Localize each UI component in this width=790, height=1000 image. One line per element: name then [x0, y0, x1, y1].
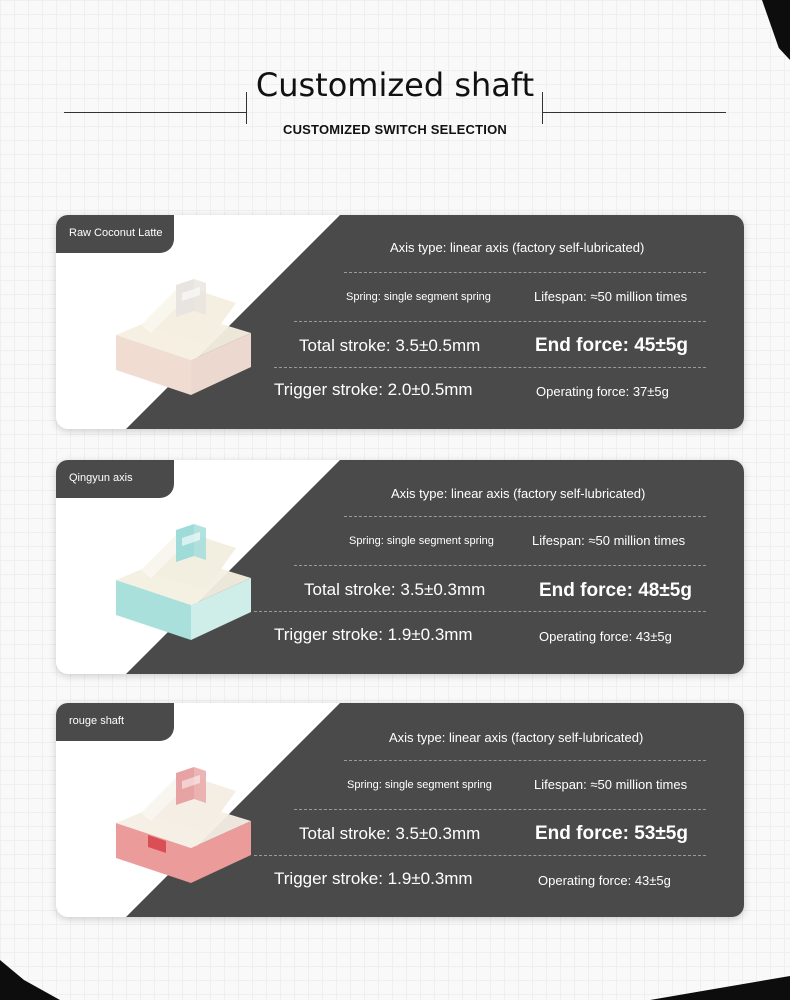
divider — [254, 611, 706, 612]
trigger-stroke-text: Trigger stroke: 1.9±0.3mm — [274, 625, 473, 644]
divider — [344, 516, 706, 517]
end-force-text: End force: 45±5g — [535, 335, 688, 356]
divider — [344, 760, 706, 761]
switch-image — [96, 500, 266, 650]
trigger-stroke-text: Trigger stroke: 1.9±0.3mm — [274, 869, 473, 888]
switch-image — [96, 743, 266, 893]
end-force-text: End force: 48±5g — [539, 580, 692, 601]
divider — [254, 855, 706, 856]
spring-text: Spring: single segment spring — [346, 291, 491, 303]
card-name-tab: rouge shaft — [56, 703, 174, 741]
switch-card[interactable] — [56, 460, 744, 674]
card-name-tab: Raw Coconut Latte — [56, 215, 174, 253]
total-stroke-text: Total stroke: 3.5±0.3mm — [304, 580, 486, 599]
page-title: Customized shaft — [255, 66, 535, 104]
divider — [344, 272, 706, 273]
switch-card[interactable] — [56, 215, 744, 429]
switch-card[interactable] — [56, 703, 744, 917]
spring-text: Spring: single segment spring — [349, 535, 494, 547]
divider — [274, 367, 706, 368]
operating-force-text: Operating force: 37±5g — [536, 384, 669, 399]
total-stroke-text: Total stroke: 3.5±0.5mm — [299, 336, 481, 355]
divider — [294, 809, 706, 810]
page-subtitle: CUSTOMIZED SWITCH SELECTION — [283, 122, 507, 137]
axis-type-text: Axis type: linear axis (factory self-lubricated) — [390, 240, 645, 255]
axis-type-text: Axis type: linear axis (factory self-lubricated) — [389, 730, 644, 745]
divider — [294, 565, 706, 566]
spring-text: Spring: single segment spring — [347, 779, 492, 791]
divider — [294, 321, 706, 322]
total-stroke-text: Total stroke: 3.5±0.3mm — [299, 824, 481, 843]
trigger-stroke-text: Trigger stroke: 2.0±0.5mm — [274, 380, 473, 399]
header-rule-right — [542, 112, 726, 113]
operating-force-text: Operating force: 43±5g — [538, 873, 671, 888]
card-name-tab: Qingyun axis — [56, 460, 174, 498]
lifespan-text: Lifespan: ≈50 million times — [534, 289, 688, 304]
end-force-text: End force: 53±5g — [535, 823, 688, 844]
header-rule-left — [64, 112, 246, 113]
operating-force-text: Operating force: 43±5g — [539, 629, 672, 644]
switch-image — [96, 255, 266, 405]
lifespan-text: Lifespan: ≈50 million times — [532, 533, 686, 548]
axis-type-text: Axis type: linear axis (factory self-lubricated) — [391, 486, 646, 501]
lifespan-text: Lifespan: ≈50 million times — [534, 777, 688, 792]
